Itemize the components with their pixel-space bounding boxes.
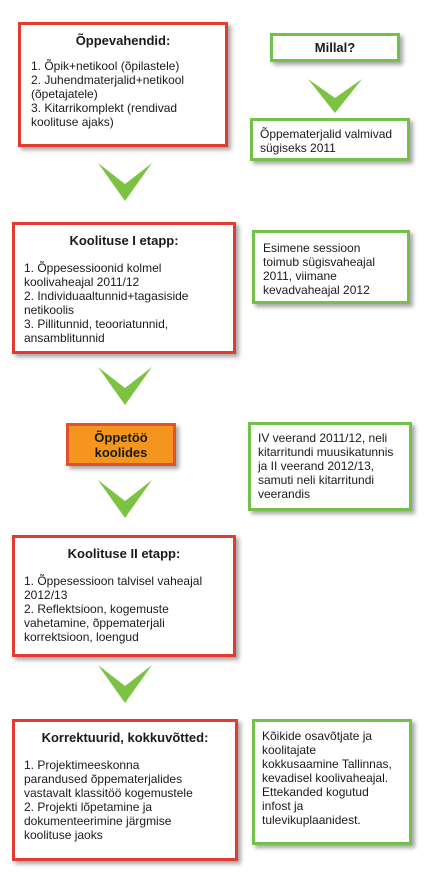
box-when-schools (248, 422, 412, 511)
text-line: ja II veerand 2012/13, (258, 459, 375, 473)
chevron-down-arrow-icon (308, 79, 362, 113)
box-oppetoo-koolides (66, 423, 176, 466)
text-line: 1. Projektimeeskonna (24, 758, 140, 772)
box-korrektuurid (12, 719, 238, 861)
text-line: kitarritundi muusikatunnis (258, 445, 394, 459)
text-line: 1. Õpik+netikool (õpilastele) (31, 59, 180, 73)
box-title: Korrektuurid, kokkuvõtted: (41, 730, 209, 745)
text-line: dokumenteerimine järgmise (24, 814, 172, 828)
box-text (263, 241, 399, 297)
text-line: Esimene sessioon (263, 241, 361, 255)
text-line: 3. Kitarrikomplekt (rendivad (31, 101, 178, 115)
text-line: 1. Õppesessioon talvisel vaheajal (24, 574, 203, 588)
text-line: 2012/13 (24, 588, 68, 602)
box-text (24, 758, 226, 842)
box-text (260, 127, 400, 155)
text-line: 2. Reflektsioon, kogemuste (24, 602, 169, 616)
text-line: sügiseks 2011 (260, 141, 336, 155)
text-line: samuti neli kitarritundi (258, 473, 375, 487)
text-line: tulevikuplaanidest. (262, 813, 361, 827)
text-line: ansamblitunnid (24, 331, 105, 345)
text-line: koolitajate (262, 743, 317, 757)
box-text (258, 431, 402, 501)
box-text (24, 261, 224, 345)
text-line: Õppematerjalid valmivad (260, 127, 393, 141)
text-line: Õppetöö (94, 429, 148, 445)
box-oppevahendid (18, 22, 228, 147)
text-line: vastavalt klassitöö kogemustele (24, 786, 193, 800)
text-line: kokkusaamine Tallinnas, (262, 757, 392, 771)
box-text (31, 59, 215, 129)
text-line: IV veerand 2011/12, neli (258, 431, 388, 445)
box-text (262, 729, 402, 827)
text-line: netikoolis (24, 303, 75, 317)
box-when-final (252, 719, 412, 845)
chevron-down-arrow-icon (98, 665, 152, 703)
chevron-down-arrow-icon (98, 367, 152, 405)
text-line: koolituse ajaks) (31, 115, 114, 129)
text-line: Kõikide osavõtjate ja (262, 729, 373, 743)
text-line: 2. Projekti lõpetamine ja (24, 800, 153, 814)
box-koolituse-ii-etapp (12, 535, 236, 657)
text-line: koolivaheajal 2011/12 (24, 275, 140, 289)
chevron-down-arrow-icon (98, 480, 152, 518)
chevron-down-arrow-icon (98, 163, 152, 201)
text-line: 2011, viimane (263, 269, 337, 283)
text-line: kevadisel koolivaheajal. (262, 771, 389, 785)
text-line: 2. Individuaaltunnid+tagasiside (24, 289, 189, 303)
text-line: koolituse jaoks (24, 828, 103, 842)
box-koolituse-i-etapp (12, 222, 236, 354)
text-line: toimub sügisvaheajal (263, 255, 376, 269)
text-line: vahetamine, õppematerjali (24, 616, 165, 630)
text-line: 3. Pillitunnid, teooriatunnid, (24, 317, 169, 331)
text-line: (õpetajatele) (31, 87, 98, 101)
box-text (24, 574, 224, 644)
text-line: infost ja (262, 799, 304, 813)
box-title (94, 430, 147, 460)
text-line: 2. Juhendmaterjalid+netikool (31, 73, 185, 87)
box-title: Millal? (314, 39, 356, 55)
text-line: 1. Õppesessioonid kolmel (24, 261, 162, 275)
box-title: Koolituse I etapp: (69, 233, 179, 248)
text-line: koolides (94, 444, 148, 460)
box-title: Koolituse II etapp: (67, 546, 181, 561)
text-line: kevadvaheajal 2012 (263, 283, 370, 297)
box-when-materials (250, 118, 410, 161)
box-when-stage1 (252, 230, 410, 304)
text-line: Ettekanded kogutud (262, 785, 369, 799)
text-line: parandused õppematerjalides (24, 772, 183, 786)
text-line: korrektsioon, loengud (24, 630, 139, 644)
box-millal (270, 33, 400, 62)
text-line: veerandis (258, 487, 311, 501)
box-title: Õppevahendid: (75, 33, 171, 48)
